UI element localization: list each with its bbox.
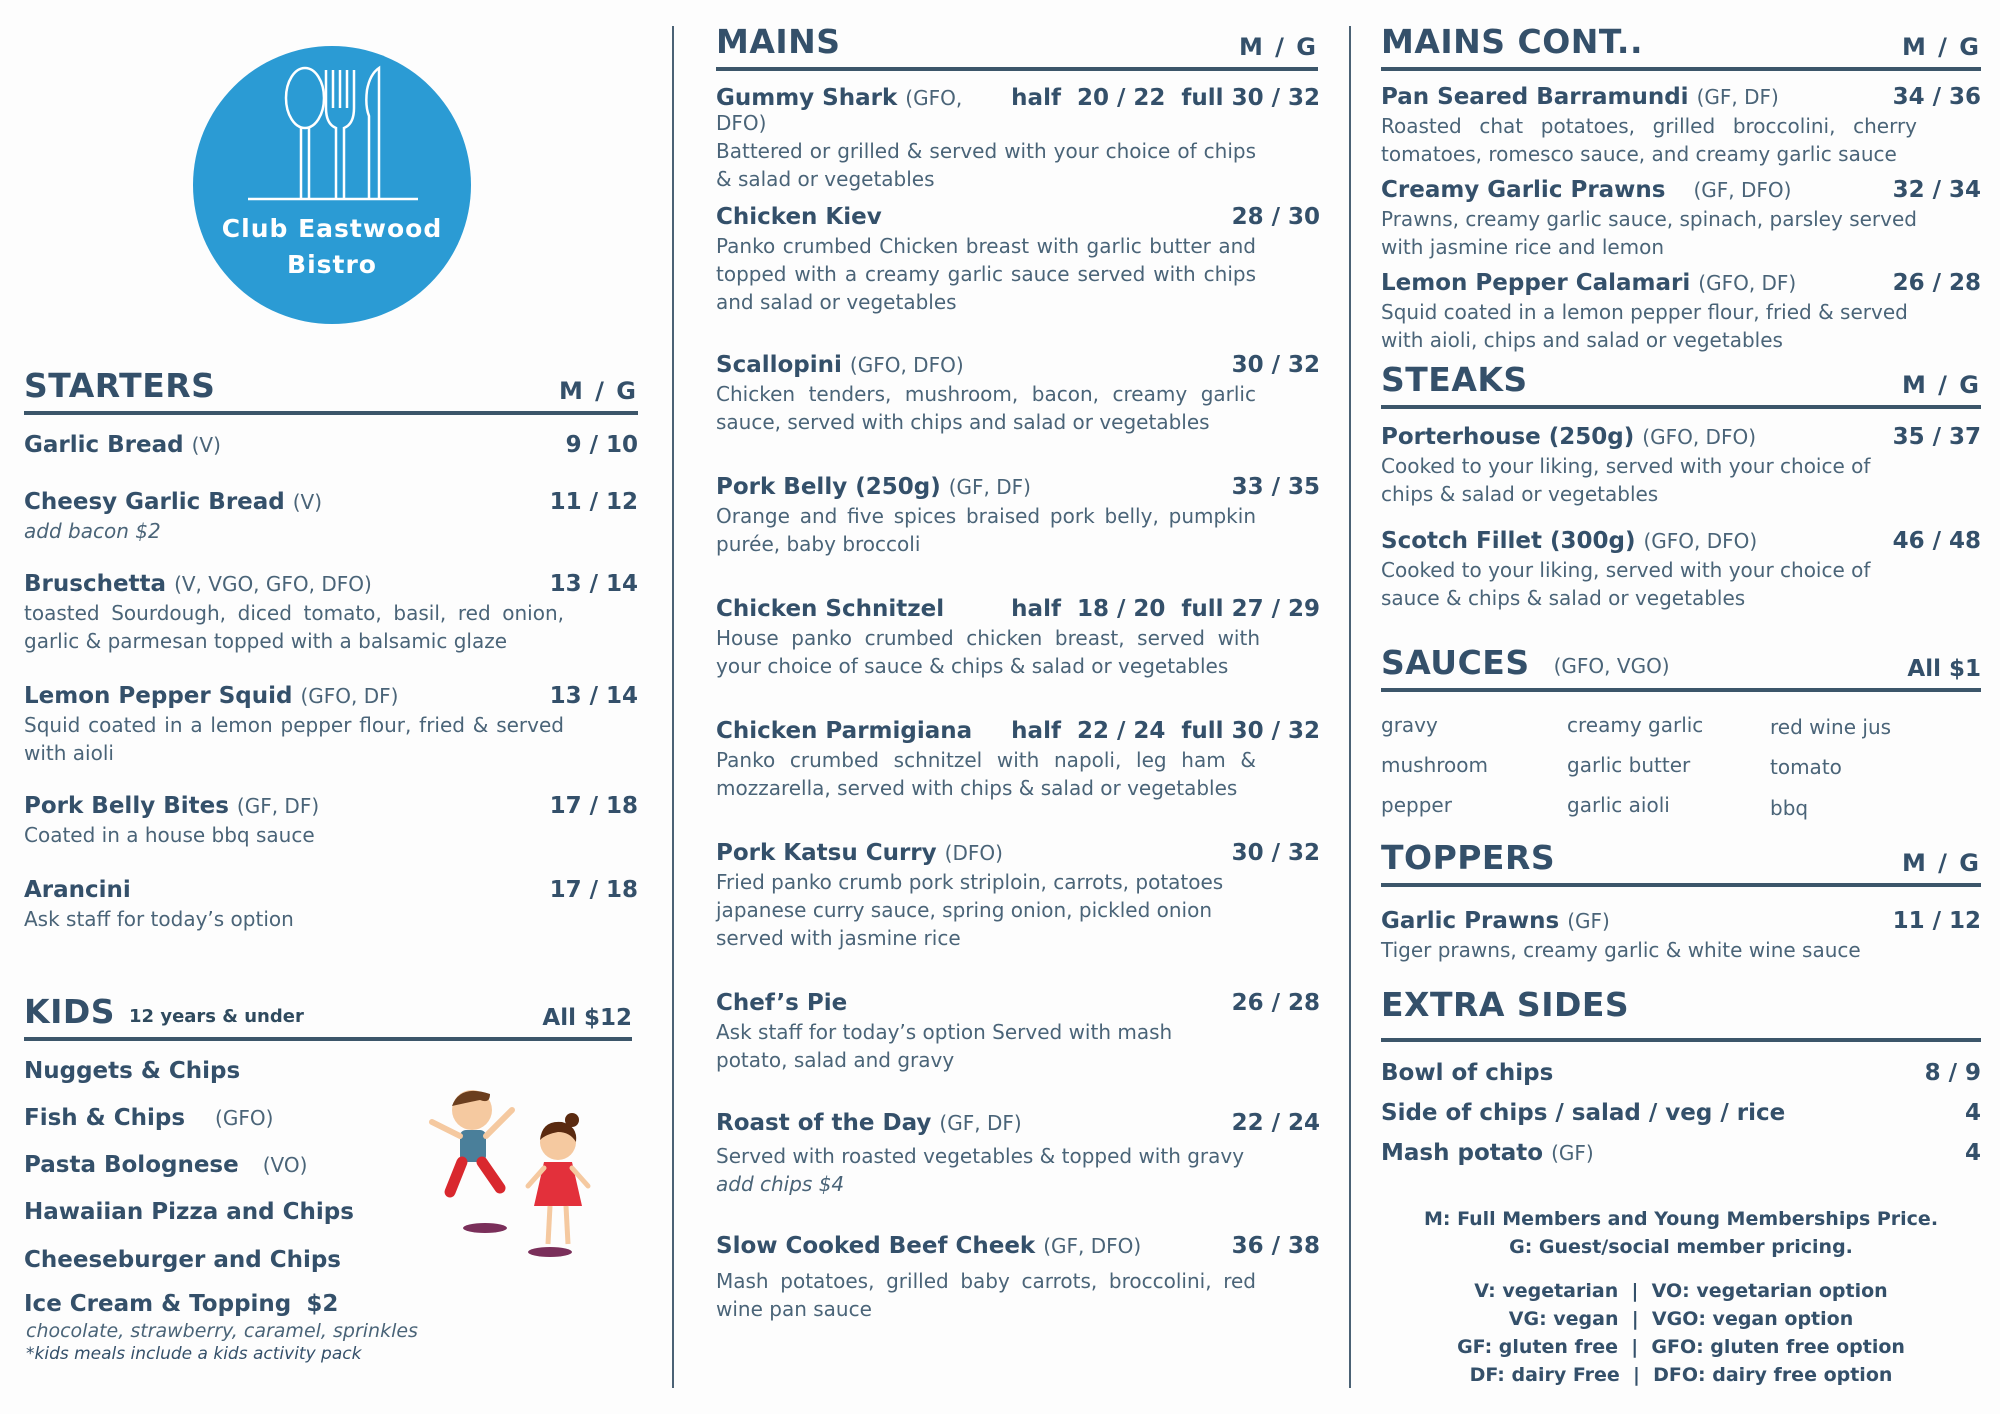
item-tags: (GF, DF): [236, 794, 320, 818]
sauce-item: creamy garlic: [1567, 713, 1704, 737]
starters-header: [24, 366, 638, 415]
menu-item: [1381, 424, 1981, 508]
logo-name-line2: Bistro: [287, 250, 377, 279]
menu-item: [716, 1233, 1320, 1323]
item-name: Pasta Bolognese: [24, 1152, 239, 1178]
sauce-item: red wine jus: [1770, 715, 1892, 739]
kids-item: [24, 1105, 273, 1131]
item-price: 46 / 48: [1892, 528, 1981, 554]
menu-item: [716, 990, 1320, 1074]
cutlery-icon: [193, 46, 471, 206]
item-price: half 18 / 20 full 27 / 29: [1011, 596, 1320, 622]
item-price: 26 / 28: [1892, 270, 1981, 296]
item-name: Garlic Prawns: [1381, 908, 1560, 934]
side-item: [1381, 1060, 1981, 1086]
menu-item: [1381, 177, 1981, 261]
column-divider-right: [1349, 26, 1351, 1388]
mains-header: [716, 22, 1318, 71]
item-name: Roast of the Day: [716, 1110, 932, 1136]
item-description: Tiger prawns, creamy garlic & white wine sauce: [1381, 938, 1861, 962]
item-description: Orange and five spices braised pork belly, pumpkin purée, baby broccoli: [716, 504, 1256, 556]
menu-item: [716, 204, 1320, 316]
item-price: 35 / 37: [1892, 424, 1981, 450]
item-name: Slow Cooked Beef Cheek: [716, 1233, 1036, 1259]
item-description: Ask staff for today’s option Served with mash potato, salad and gravy: [716, 1020, 1173, 1072]
item-name: Pork Katsu Curry: [716, 840, 937, 866]
ice-cream-item: [24, 1291, 338, 1317]
legend-dietary-row: V: vegetarian | VO: vegetarian option: [1474, 1280, 1888, 1302]
item-name: Arancini: [24, 877, 131, 903]
item-name: Pork Belly (250g): [716, 474, 941, 500]
sauce-item: gravy: [1381, 713, 1438, 737]
item-name: Lemon Pepper Calamari: [1381, 270, 1691, 296]
item-description: Ask staff for today’s option: [24, 907, 294, 931]
item-name: Garlic Bread: [24, 432, 184, 458]
item-description: Coated in a house bbq sauce: [24, 823, 315, 847]
item-description: Fried panko crumb pork striploin, carrots, potatoes japanese curry sauce, spring onion, pickled onion served with jasmine rice: [716, 870, 1224, 950]
logo-name-line1: Club Eastwood: [221, 214, 443, 243]
item-price: 13 / 14: [549, 571, 638, 597]
starters-mg-label: M / G: [558, 377, 638, 405]
sauce-item: bbq: [1770, 796, 1809, 820]
mains-mg-label: M / G: [1238, 33, 1318, 61]
item-name: Scallopini: [716, 352, 842, 378]
bistro-logo: [193, 46, 471, 324]
sauces-tags: (GFO, VGO): [1553, 654, 1670, 678]
item-price: 11 / 12: [1892, 908, 1981, 934]
legend-dietary-row: VG: vegan | VGO: vegan option: [1508, 1308, 1854, 1330]
item-name: Scotch Fillet (300g): [1381, 528, 1636, 554]
item-name: Bowl of chips: [1381, 1060, 1554, 1086]
item-name: Ice Cream & Topping: [24, 1291, 292, 1317]
steaks-header: [1381, 360, 1981, 409]
kids-subtitle: 12 years & under: [129, 1006, 304, 1027]
menu-item: [716, 1110, 1320, 1198]
item-price: 26 / 28: [1231, 990, 1320, 1016]
item-description: House panko crumbed chicken breast, served with your choice of sauce & chips & salad or vegetables: [716, 626, 1260, 678]
item-tags: (GF, DF): [948, 475, 1031, 499]
menu-item: [24, 489, 638, 545]
item-name: Chef’s Pie: [716, 990, 848, 1016]
item-price: 34 / 36: [1892, 84, 1981, 110]
item-note: add bacon $2: [24, 519, 161, 543]
item-tags: (GF, DF): [1696, 85, 1779, 109]
sauce-item: garlic aioli: [1567, 793, 1670, 817]
item-price: 22 / 24: [1231, 1110, 1320, 1136]
steaks-mg-label: M / G: [1901, 371, 1981, 399]
item-tags: (V): [292, 490, 323, 514]
item-description: Panko crumbed schnitzel with napoli, leg ham & mozzarella, served with chips & salad or vegetables: [716, 748, 1256, 800]
legend-dietary-row: DF: dairy Free | DFO: dairy free option: [1469, 1364, 1893, 1386]
item-description: Chicken tenders, mushroom, bacon, creamy garlic sauce, served with chips and salad or vegetables: [716, 382, 1256, 434]
item-price: 36 / 38: [1231, 1233, 1320, 1259]
item-price: 4: [1964, 1100, 1981, 1126]
item-price: $2: [306, 1291, 339, 1317]
item-description: toasted Sourdough, diced tomato, basil, red onion, garlic & parmesan topped with a balsamic glaze: [24, 601, 564, 653]
item-name: Cheesy Garlic Bread: [24, 489, 285, 515]
item-tags: (GF, DFO): [1043, 1234, 1142, 1258]
menu-item: [716, 85, 1320, 193]
item-description: Served with roasted vegetables & topped with gravy: [716, 1144, 1245, 1168]
kids-header: [24, 992, 632, 1041]
item-tags: (GFO, DF): [1698, 271, 1797, 295]
item-name: Porterhouse (250g): [1381, 424, 1635, 450]
kids-footnote: *kids meals include a kids activity pack: [26, 1344, 362, 1364]
steaks-title: STEAKS: [1381, 360, 1528, 399]
item-description: Cooked to your liking, served with your choice of chips & salad or vegetables: [1381, 454, 1871, 506]
kids-title: KIDS: [24, 992, 116, 1031]
item-tags: (GF): [1551, 1141, 1594, 1165]
kids-item: Cheeseburger and Chips: [24, 1247, 341, 1273]
kids-item: Hawaiian Pizza and Chips: [24, 1199, 354, 1225]
item-name: Chicken Schnitzel: [716, 596, 945, 622]
kids-item: Nuggets & Chips: [24, 1058, 241, 1084]
menu-item: [1381, 84, 1981, 168]
item-note: add chips $4: [716, 1172, 845, 1196]
item-price: 9 / 10: [565, 432, 638, 458]
sides-title: EXTRA SIDES: [1381, 985, 1630, 1024]
item-name: Bruschetta: [24, 571, 167, 597]
item-description: Cooked to your liking, served with your choice of sauce & chips & salad or vegetables: [1381, 558, 1871, 610]
item-name: Creamy Garlic Prawns: [1381, 177, 1666, 203]
menu-item: [24, 432, 638, 458]
menu-item: [24, 571, 638, 655]
toppers-mg-label: M / G: [1901, 849, 1981, 877]
menu-item: [716, 352, 1320, 436]
item-price: 13 / 14: [549, 683, 638, 709]
kids-price: All $12: [542, 1005, 632, 1031]
item-price: 17 / 18: [549, 793, 638, 819]
legend-dietary-row: GF: gluten free | GFO: gluten free option: [1457, 1336, 1905, 1358]
kids-item: [24, 1152, 307, 1178]
menu-item: [716, 840, 1320, 952]
item-price: 11 / 12: [549, 489, 638, 515]
mains-cont-title: MAINS CONT..: [1381, 22, 1643, 61]
sauce-item: pepper: [1381, 793, 1452, 817]
menu-item: [1381, 270, 1981, 354]
item-tags: (GFO, DFO): [716, 86, 963, 135]
mains-cont-header: [1381, 22, 1981, 71]
menu-item: [1381, 908, 1981, 964]
item-name: Fish & Chips: [24, 1105, 186, 1131]
item-description: Squid coated in a lemon pepper flour, fried & served with aioli, chips and salad or vegetables: [1381, 300, 1908, 352]
menu-item: [716, 474, 1320, 558]
item-price: 32 / 34: [1892, 177, 1981, 203]
menu-item: [1381, 528, 1981, 612]
item-name: Gummy Shark: [716, 85, 898, 111]
item-price: 30 / 32: [1231, 840, 1320, 866]
mains-title: MAINS: [716, 22, 841, 61]
item-tags: (GFO, DF): [300, 684, 399, 708]
item-price: half 22 / 24 full 30 / 32: [1011, 718, 1320, 744]
item-price: 4: [1964, 1140, 1981, 1166]
sides-header: [1381, 985, 1981, 1042]
item-name: Mash potato: [1381, 1140, 1544, 1166]
item-description: Mash potatoes, grilled baby carrots, broccolini, red wine pan sauce: [716, 1269, 1256, 1321]
side-item: [1381, 1140, 1981, 1166]
side-item: [1381, 1100, 1981, 1126]
item-price: 33 / 35: [1231, 474, 1320, 500]
menu-item: [24, 683, 638, 767]
mains-cont-mg-label: M / G: [1901, 33, 1981, 61]
item-price: half 20 / 22 full 30 / 32: [1011, 85, 1320, 111]
menu-item: [716, 718, 1320, 802]
item-description: Panko crumbed Chicken breast with garlic butter and topped with a creamy garlic sauce served with chips and salad or vegetables: [716, 234, 1256, 314]
column-divider-left: [672, 26, 674, 1388]
item-name: Chicken Kiev: [716, 204, 882, 230]
item-tags: (GFO, DFO): [849, 353, 964, 377]
item-description: Battered or grilled & served with your choice of chips & salad or vegetables: [716, 139, 1256, 191]
sauce-item: mushroom: [1381, 753, 1488, 777]
item-tags: (GFO): [215, 1106, 274, 1130]
menu-item: [716, 596, 1320, 680]
sauce-item: garlic butter: [1567, 753, 1691, 777]
sauce-item: tomato: [1770, 755, 1842, 779]
item-name: Pan Seared Barramundi: [1381, 84, 1689, 110]
item-tags: (GF): [1567, 909, 1610, 933]
item-price: 28 / 30: [1231, 204, 1320, 230]
item-tags: (V): [191, 433, 221, 457]
legend-guest-price: G: Guest/social member pricing.: [1509, 1236, 1853, 1258]
item-description: Squid coated in a lemon pepper flour, fried & served with aioli: [24, 713, 564, 765]
toppers-title: TOPPERS: [1381, 838, 1556, 877]
toppers-header: [1381, 838, 1981, 887]
legend-member-price: M: Full Members and Young Memberships Price.: [1423, 1208, 1939, 1230]
item-name: Lemon Pepper Squid: [24, 683, 293, 709]
item-name: Side of chips / salad / veg / rice: [1381, 1100, 1786, 1126]
item-price: 17 / 18: [549, 877, 638, 903]
menu-item: [24, 877, 638, 933]
sauces-header: [1381, 643, 1981, 692]
item-description: Prawns, creamy garlic sauce, spinach, parsley served with jasmine rice and lemon: [1381, 207, 1917, 259]
item-price: 8 / 9: [1924, 1060, 1981, 1086]
item-tags: (DFO): [944, 841, 1003, 865]
ice-cream-toppings: chocolate, strawberry, caramel, sprinkles: [26, 1320, 418, 1342]
item-tags: (GFO, DFO): [1642, 425, 1756, 449]
item-tags: (GFO, DFO): [1643, 529, 1758, 553]
item-name: Pork Belly Bites: [24, 793, 229, 819]
kids-playing-illustration: [420, 1080, 600, 1270]
item-name: Chicken Parmigiana: [716, 718, 973, 744]
item-price: 30 / 32: [1231, 352, 1320, 378]
starters-title: STARTERS: [24, 366, 216, 405]
item-tags: (GF, DFO): [1693, 178, 1792, 202]
item-tags: (GF, DF): [939, 1111, 1022, 1135]
item-tags: (VO): [262, 1153, 308, 1177]
sauces-price: All $1: [1907, 656, 1981, 682]
item-description: Roasted chat potatoes, grilled broccolini, cherry tomatoes, romesco sauce, and creamy garlic sauce: [1381, 114, 1917, 166]
sauces-title: SAUCES: [1381, 643, 1530, 682]
menu-item: [24, 793, 638, 849]
item-tags: (V, VGO, GFO, DFO): [174, 572, 372, 596]
